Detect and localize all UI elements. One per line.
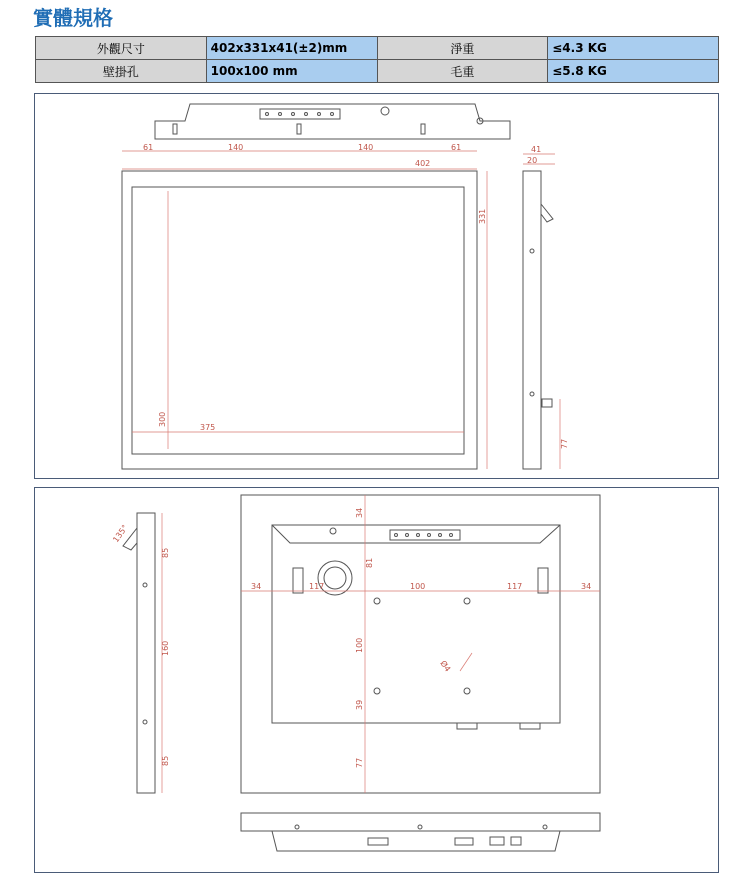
page-title: 實體規格	[33, 6, 113, 30]
dim-label: 375	[200, 423, 216, 432]
spec-value: ≤5.8 KG	[548, 60, 719, 83]
table-row	[36, 37, 719, 60]
front-view-svg	[35, 94, 718, 478]
dim-label: 34	[581, 582, 592, 591]
dim-label: 402	[415, 159, 431, 168]
dim-label: 61	[451, 143, 462, 152]
dim-label: 140	[228, 143, 244, 152]
spec-label: 毛重	[377, 60, 548, 83]
dim-label: 331	[478, 208, 487, 224]
dim-label: 135°	[111, 523, 130, 545]
spec-table	[35, 36, 719, 83]
rear-view-drawing	[34, 487, 719, 873]
dim-label: 34	[251, 582, 262, 591]
dim-label: 160	[161, 640, 170, 656]
dim-label: 61	[143, 143, 154, 152]
dim-label: 85	[161, 547, 170, 558]
dim-label: 300	[158, 411, 167, 427]
dim-label: 77	[560, 438, 569, 449]
dim-label: 77	[355, 757, 364, 768]
dim-label: 34	[355, 507, 364, 518]
spec-value: 402x331x41(±2)mm	[206, 37, 377, 60]
dim-label: 100	[355, 637, 364, 653]
dim-label: 81	[365, 557, 374, 568]
dim-label: 117	[507, 582, 523, 591]
dim-label: 41	[531, 145, 542, 154]
spec-label: 淨重	[377, 37, 548, 60]
dim-label: 39	[355, 699, 364, 710]
dim-label: 20	[527, 156, 538, 165]
dim-label: 85	[161, 755, 170, 766]
front-view-drawing	[34, 93, 719, 479]
spec-value: ≤4.3 KG	[548, 37, 719, 60]
spec-value: 100x100 mm	[206, 60, 377, 83]
spec-label: 外觀尺寸	[36, 37, 207, 60]
dim-label: 100	[410, 582, 426, 591]
spec-label: 壁掛孔	[36, 60, 207, 83]
dim-label: 117	[309, 582, 325, 591]
rear-view-svg	[35, 488, 718, 872]
dim-label: 140	[358, 143, 374, 152]
dim-label: Ø4	[438, 658, 453, 674]
table-row	[36, 60, 719, 83]
